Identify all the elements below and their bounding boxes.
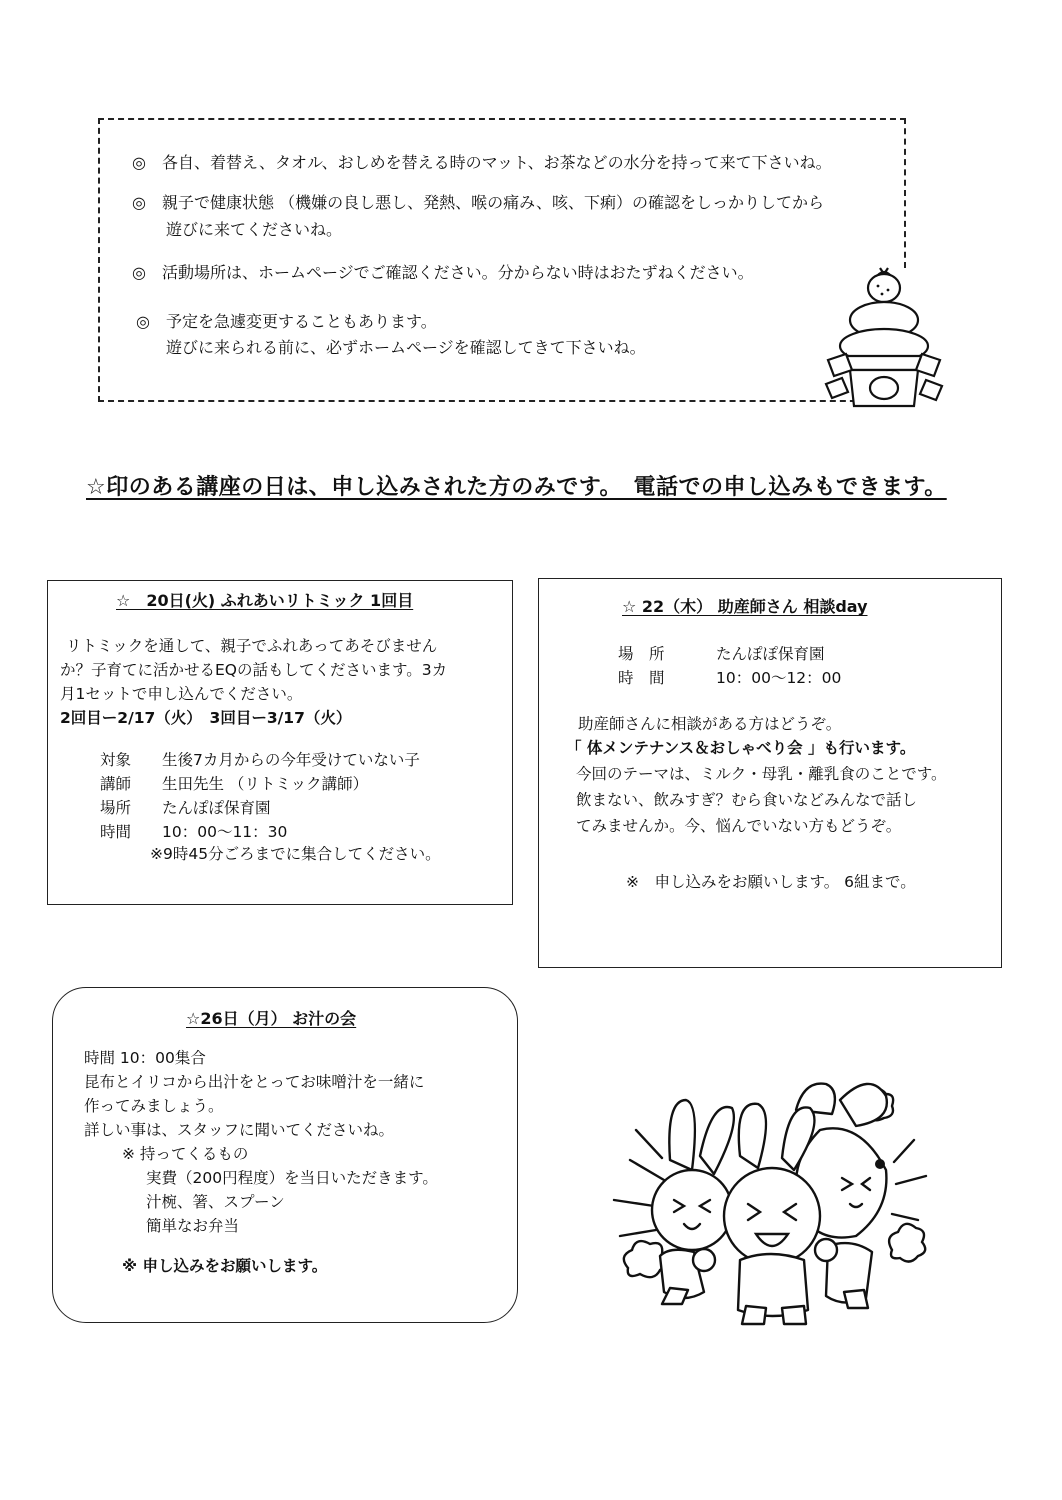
rhythmic-detail-value: たんぽぽ保育園 xyxy=(162,799,271,817)
rhythmic-detail-label: 対象 xyxy=(100,751,132,769)
dashi-body-2: 昆布とイリコから出汁をとってお味噌汁を一緒に xyxy=(84,1073,425,1091)
midwife-detail-label: 時 間 xyxy=(618,669,665,687)
dashi-body-4: 詳しい事は、スタッフに聞いてくださいね。 xyxy=(84,1121,395,1139)
midwife-detail-value: たんぽぽ保育園 xyxy=(716,645,825,663)
midwife-detail-label: 場 所 xyxy=(618,645,665,663)
notice-4-cont: 遊びに来られる前に、必ずホームページを確認してきて下さいね。 xyxy=(166,338,646,357)
dashi-body-1: 時間 10：00集合 xyxy=(84,1049,206,1067)
rhythmic-detail-label: 場所 xyxy=(100,799,132,817)
midwife-title: ☆ 22（木） 助産師さん 相談day xyxy=(622,597,868,616)
midwife-body-2: 「 体メンテナンス＆おしゃべり会 」も行います。 xyxy=(566,739,916,757)
notice-4: ◎ 予定を急遽変更することもあります。 xyxy=(136,312,437,331)
rhythmic-schedule: 2回目ー2/17（火） 3回目ー3/17（火） xyxy=(60,709,352,727)
dashi-bring-item: 実費（200円程度）を当日いただきます。 xyxy=(146,1169,438,1187)
dashi-title: ☆26日（月） お汁の会 xyxy=(186,1009,357,1028)
notice-1: ◎ 各自、着替え、タオル、おしめを替える時のマット、お茶などの水分を持って来て下さいね。 xyxy=(132,153,832,172)
rhythmic-detail-label: 講師 xyxy=(100,775,132,793)
cheering-animals-icon xyxy=(600,1060,940,1330)
dashi-bring-label: ※ 持ってくるもの xyxy=(122,1145,249,1163)
midwife-body-4: 飲まない、飲みすぎ？むら食いなどみんなで話し xyxy=(576,791,918,809)
notice-2-cont: 遊びに来てくださいね。 xyxy=(166,220,343,239)
midwife-body-5: てみませんか。今、悩んでいない方もどうぞ。 xyxy=(576,817,902,835)
headline: ☆印のある講座の日は、申し込みされた方のみです。 電話での申し込みもできます。 xyxy=(86,475,947,500)
dashi-note: ※ 申し込みをお願いします。 xyxy=(122,1257,328,1275)
rhythmic-title: ☆ 20日(火) ふれあいリトミック 1回目 xyxy=(116,591,414,610)
rhythmic-note: ※9時45分ごろまでに集合してください。 xyxy=(150,845,441,863)
midwife-detail-value: 10：00〜12：00 xyxy=(716,669,842,687)
dashi-bring-item: 簡単なお弁当 xyxy=(146,1217,240,1235)
rhythmic-detail-value: 10：00〜11：30 xyxy=(162,823,288,841)
midwife-body-3: 今回のテーマは、ミルク・母乳・離乳食のことです。 xyxy=(576,765,947,783)
rhythmic-detail-label: 時間 xyxy=(100,823,132,841)
notice-2: ◎ 親子で健康状態 （機嫌の良し悪し、発熱、喉の痛み、咳、下痢）の確認をしっかりしてから xyxy=(132,193,825,212)
notice-box-right-edge xyxy=(904,118,906,268)
dashi-body-3: 作ってみましょう。 xyxy=(84,1097,224,1115)
rhythmic-body-3: 月1セットで申し込んでください。 xyxy=(60,685,303,703)
kagami-mochi-icon xyxy=(822,262,946,412)
rhythmic-detail-value: 生後7カ月からの今年受けていない子 xyxy=(162,751,420,769)
dashi-bring-item: 汁椀、箸、スプーン xyxy=(146,1193,285,1211)
rhythmic-body-2: か？子育てに活かせるEQの話もしてくださいます。3カ xyxy=(60,661,448,679)
rhythmic-body-1: リトミックを通して、親子でふれあってあそびません xyxy=(66,637,438,655)
notice-3: ◎ 活動場所は、ホームページでご確認ください。分からない時はおたずねください。 xyxy=(132,263,754,282)
midwife-note: ※ 申し込みをお願いします。 6組まで。 xyxy=(626,873,916,891)
midwife-body-1: 助産師さんに相談がある方はどうぞ。 xyxy=(578,715,842,733)
rhythmic-detail-value: 生田先生 （リトミック講師） xyxy=(162,775,369,793)
